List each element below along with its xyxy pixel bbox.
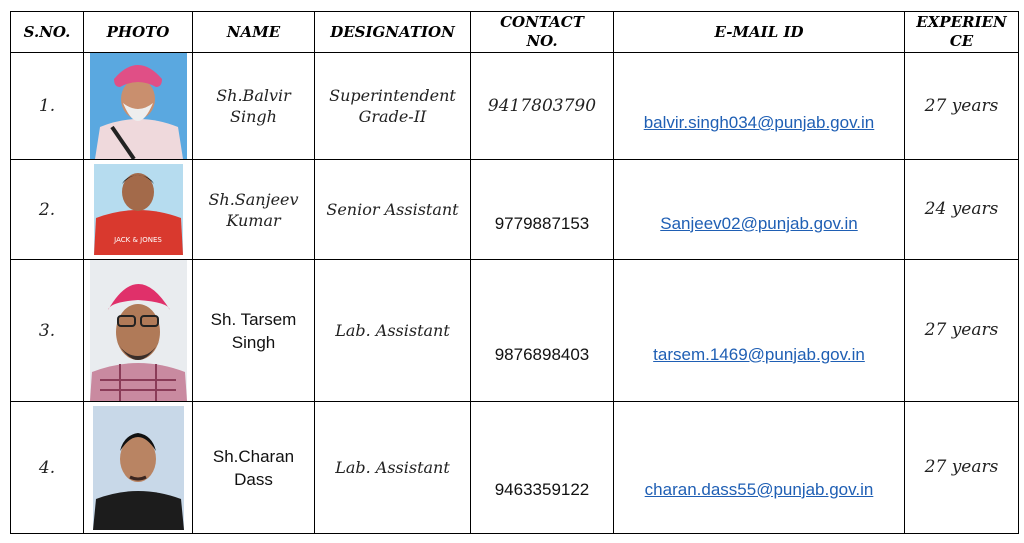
row-designation: [315, 160, 471, 260]
row-name: [193, 53, 315, 160]
row-contact: [471, 160, 614, 260]
row-experience: 27 years: [905, 402, 1019, 534]
row-sno: 1.: [11, 53, 84, 160]
row-contact: [471, 402, 614, 534]
header-experience-line2: CE: [949, 32, 974, 50]
row-sno: 4.: [11, 402, 84, 534]
row-designation-line1: Superintendent: [329, 86, 456, 105]
person-photo-icon: [90, 403, 187, 533]
row-name: [193, 160, 315, 260]
header-name: NAME: [193, 12, 315, 53]
row-designation-line1: Senior Assistant: [326, 200, 459, 219]
header-row: [11, 12, 1019, 53]
row-name-line2: Singh: [231, 332, 276, 352]
row-email: [614, 160, 905, 260]
row-contact-value: 9876898403: [494, 345, 590, 364]
row-sno: 3.: [11, 260, 84, 402]
row-experience: 27 years: [905, 260, 1019, 402]
header-experience: [905, 12, 1019, 53]
row-experience: 27 years: [905, 53, 1019, 160]
row-designation: [315, 402, 471, 534]
person-photo-icon: [90, 260, 187, 401]
table-row: [11, 53, 1019, 160]
row-designation-line1: Lab. Assistant: [335, 458, 450, 477]
header-contact-line1: CONTACT: [500, 13, 584, 31]
row-photo: [84, 53, 193, 160]
header-experience-line1: EXPERIEN: [916, 13, 1007, 31]
row-photo: [84, 160, 193, 260]
table-row: [11, 402, 1019, 534]
svg-text:JACK & JONES: JACK & JONES: [113, 236, 162, 244]
row-name-line1: Sh. Tarsem: [210, 309, 297, 329]
email-link[interactable]: charan.dass55@punjab.gov.in: [644, 479, 874, 499]
row-name-line1: Sh.Sanjeev: [208, 189, 299, 209]
row-name-line1: Sh.Charan: [212, 446, 295, 466]
row-email: [614, 53, 905, 160]
row-photo: [84, 260, 193, 402]
header-photo: PHOTO: [84, 12, 193, 53]
row-name: [193, 402, 315, 534]
row-name-line2: Singh: [230, 107, 277, 126]
row-email: [614, 402, 905, 534]
row-email: [614, 260, 905, 402]
table-row: [11, 260, 1019, 402]
email-link[interactable]: tarsem.1469@punjab.gov.in: [653, 344, 865, 364]
row-designation: [315, 260, 471, 402]
row-contact-value: 9463359122: [494, 480, 590, 499]
staff-table: [10, 11, 1019, 534]
row-name-line2: Dass: [234, 469, 273, 489]
header-sno: S.NO.: [11, 12, 84, 53]
row-experience: 24 years: [905, 160, 1019, 260]
row-designation-line2: Grade-II: [358, 107, 427, 126]
row-contact-value: 9779887153: [494, 214, 590, 233]
email-link[interactable]: Sanjeev02@punjab.gov.in: [660, 213, 858, 233]
row-contact: [471, 260, 614, 402]
row-photo: [84, 402, 193, 534]
header-contact: [471, 12, 614, 53]
row-designation: [315, 53, 471, 160]
header-email: E-MAIL ID: [614, 12, 905, 53]
row-name-line1: Sh.Balvir: [216, 86, 291, 105]
person-photo-icon: [90, 53, 187, 159]
email-link[interactable]: balvir.singh034@punjab.gov.in: [643, 113, 875, 132]
table-row: [11, 160, 1019, 260]
header-contact-line2: NO.: [526, 32, 558, 50]
row-sno: 2.: [11, 160, 84, 260]
row-contact: 9417803790: [471, 53, 614, 160]
person-photo-icon: [90, 160, 187, 259]
header-designation: DESIGNATION: [315, 12, 471, 53]
row-name: [193, 260, 315, 402]
row-name-line2: Kumar: [226, 210, 281, 230]
row-designation-line1: Lab. Assistant: [335, 321, 450, 340]
